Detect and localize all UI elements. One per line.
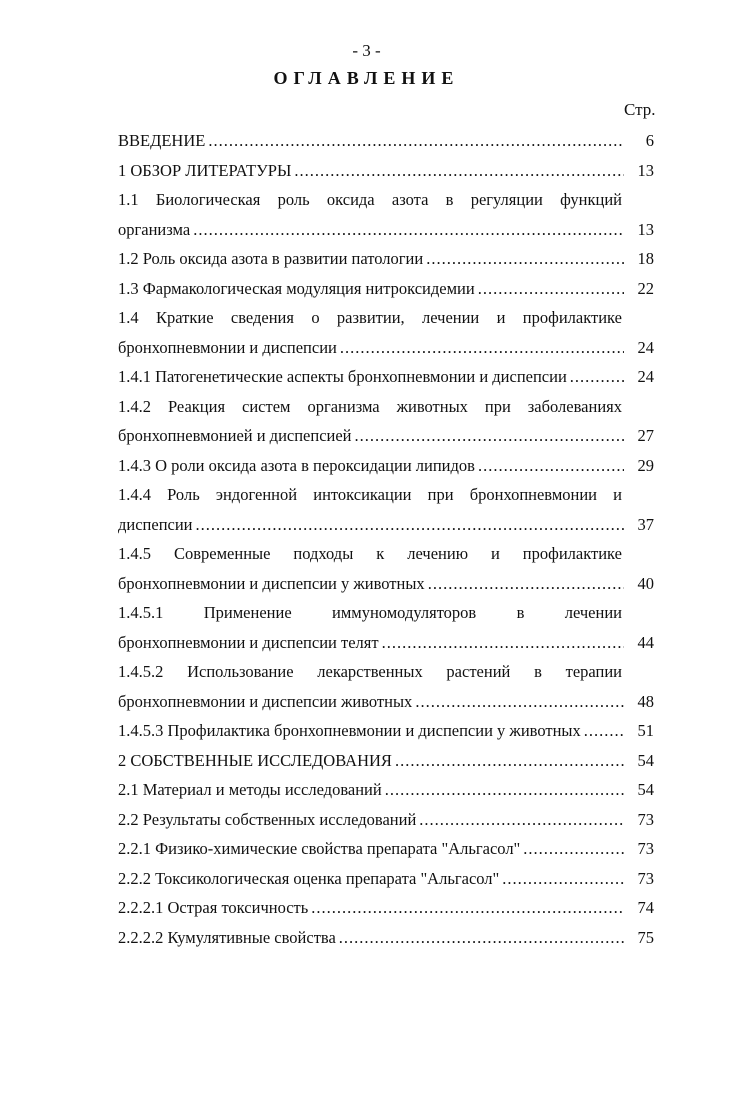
toc-entry-title: 1.2 Роль оксида азота в развитии патологии: [118, 249, 424, 268]
toc-entry-row: [118, 510, 654, 540]
dot-leader: [205, 126, 624, 156]
toc-entry-page: 27: [637, 426, 654, 445]
toc-entry-row: [118, 687, 654, 717]
toc-entry-row: [118, 775, 654, 805]
toc-entry-page: 48: [637, 691, 654, 711]
toc-entry-page: 37: [637, 514, 654, 534]
toc-entry-title: бронхопневмонии и диспепсии животных: [118, 691, 413, 711]
toc-entry-title: 2 СОБСТВЕННЫЕ ИССЛЕДОВАНИЯ: [118, 750, 392, 770]
toc-entry-title: 1.3 Фармакологическая модуляция нитроксидемии: [118, 278, 475, 298]
toc-entry-title: ВВЕДЕНИЕ: [118, 131, 206, 150]
toc-entry-row: [118, 333, 654, 363]
toc-entry-row: [118, 569, 654, 599]
toc-entry-title: организма: [118, 219, 191, 239]
toc-entry-title-line: 1.1 Биологическая роль оксида азота в регуляции функций: [118, 190, 622, 209]
toc-entry-page: 22: [637, 278, 654, 298]
dot-leader: [499, 864, 624, 894]
toc-entry: [118, 893, 654, 923]
dot-leader: [392, 746, 624, 776]
toc-entry: [118, 362, 654, 392]
toc-entry: [118, 480, 654, 539]
toc-entry-title: бронхопневмонией и диспепсией: [118, 426, 352, 445]
toc-entry: [118, 746, 654, 776]
toc-entry-row: [118, 893, 654, 923]
dot-leader: [193, 510, 624, 540]
toc-entry: [118, 392, 654, 451]
toc-entry-title: 1 ОБЗОР ЛИТЕРАТУРЫ: [118, 160, 292, 180]
dot-leader: [382, 775, 624, 805]
dot-leader: [336, 923, 624, 953]
toc-entry-row: [118, 156, 654, 186]
toc-entry-page: 6: [645, 131, 654, 150]
dot-leader: [379, 628, 624, 658]
toc-entry: [118, 126, 654, 156]
table-of-contents: [118, 126, 654, 952]
toc-entry-page: 75: [637, 927, 654, 947]
toc-entry-title: диспепсии: [118, 514, 193, 534]
dot-leader: [416, 805, 624, 835]
toc-entry-page: 54: [637, 780, 654, 799]
toc-entry-title-line: 1.4.5 Современные подходы к лечению и профилактике: [118, 544, 622, 563]
toc-entry-row: [118, 215, 654, 245]
toc-entry-title: 2.2.2.2 Кумулятивные свойства: [118, 927, 336, 947]
toc-entry-row: [118, 923, 654, 953]
toc-entry-page: 73: [637, 868, 654, 888]
dot-leader: [423, 244, 624, 274]
toc-entry-row: [118, 716, 654, 746]
dot-leader: [475, 451, 624, 481]
toc-entry-page: 29: [637, 455, 654, 475]
toc-entry-row: [118, 834, 654, 864]
toc-entry: [118, 539, 654, 598]
toc-entry-title: 1.4.5.3 Профилактика бронхопневмонии и диспепсии у животных: [118, 721, 581, 740]
toc-entry-row: [118, 244, 654, 274]
dot-leader: [475, 274, 624, 304]
dot-leader: [352, 421, 624, 451]
toc-entry: [118, 716, 654, 746]
toc-entry-page: 73: [637, 809, 654, 829]
toc-entry-title-line: 1.4.5.2 Использование лекарственных растений в терапии: [118, 662, 622, 681]
toc-entry-row: [118, 805, 654, 835]
dot-leader: [412, 687, 624, 717]
page-number: - 3 -: [352, 41, 381, 60]
toc-entry-title: бронхопневмонии и диспепсии у животных: [118, 573, 425, 593]
toc-entry-row: [118, 746, 654, 776]
toc-entry-title: 2.2.2.1 Острая токсичность: [118, 898, 309, 917]
toc-entry-row: [118, 628, 654, 658]
table-of-contents-title: ОГЛАВЛЕНИЕ: [273, 68, 460, 88]
toc-entry-title: 2.2.2 Токсикологическая оценка препарата "Альгасол": [118, 868, 500, 888]
toc-entry-page: 44: [637, 632, 654, 652]
page-column-header: Стр.: [624, 100, 656, 119]
toc-entry-page: 54: [637, 750, 654, 770]
toc-entry-title: бронхопневмонии и диспепсии телят: [118, 632, 379, 652]
toc-entry-title: 2.1 Материал и методы исследований: [118, 780, 382, 799]
toc-entry-page: 74: [637, 898, 654, 917]
toc-entry: [118, 657, 654, 716]
toc-entry: [118, 775, 654, 805]
toc-entry-page: 24: [637, 367, 654, 386]
toc-entry-page: 13: [637, 219, 654, 239]
toc-entry: [118, 598, 654, 657]
toc-entry-title-line: 1.4.2 Реакция систем организма животных при заболеваниях: [118, 396, 622, 416]
toc-entry-title: 2.2 Результаты собственных исследований: [118, 809, 417, 829]
toc-entry: [118, 244, 654, 274]
dot-leader: [291, 156, 624, 186]
toc-entry-title-line: 1.4.4 Роль эндогенной интоксикации при бронхопневмонии и: [118, 485, 622, 504]
toc-entry: [118, 185, 654, 244]
toc-entry: [118, 451, 654, 481]
toc-entry: [118, 805, 654, 835]
toc-entry-title: 1.4.1 Патогенетические аспекты бронхопневмонии и диспепсии: [118, 367, 567, 386]
toc-entry-title: бронхопневмонии и диспепсии: [118, 337, 337, 357]
dot-leader: [425, 569, 624, 599]
toc-entry: [118, 274, 654, 304]
toc-entry-row: [118, 126, 654, 156]
toc-entry: [118, 923, 654, 953]
toc-entry-row: [118, 421, 654, 451]
dot-leader: [567, 362, 624, 392]
dot-leader: [308, 893, 624, 923]
toc-entry-row: [118, 451, 654, 481]
toc-entry-title: 2.2.1 Физико-химические свойства препарата "Альгасол": [118, 839, 521, 858]
toc-entry-title-line: 1.4 Краткие сведения о развитии, лечении и профилактике: [118, 308, 622, 327]
toc-entry-page: 40: [637, 573, 654, 593]
toc-entry: [118, 864, 654, 894]
dot-leader: [337, 333, 624, 363]
dot-leader: [520, 834, 624, 864]
toc-entry: [118, 303, 654, 362]
toc-entry-title: 1.4.3 О роли оксида азота в пероксидации липидов: [118, 455, 475, 475]
toc-entry-title-line: 1.4.5.1 Применение иммуномодуляторов в лечении: [118, 603, 622, 622]
toc-entry-page: 51: [637, 721, 654, 740]
dot-leader: [190, 215, 624, 245]
toc-entry-page: 73: [637, 839, 654, 858]
toc-entry-page: 18: [637, 249, 654, 268]
toc-entry-row: [118, 864, 654, 894]
toc-entry-row: [118, 362, 654, 392]
toc-entry-page: 13: [637, 160, 654, 180]
toc-entry: [118, 834, 654, 864]
dot-leader: [581, 716, 624, 746]
toc-entry: [118, 156, 654, 186]
toc-entry-page: 24: [637, 337, 654, 357]
toc-entry-row: [118, 274, 654, 304]
